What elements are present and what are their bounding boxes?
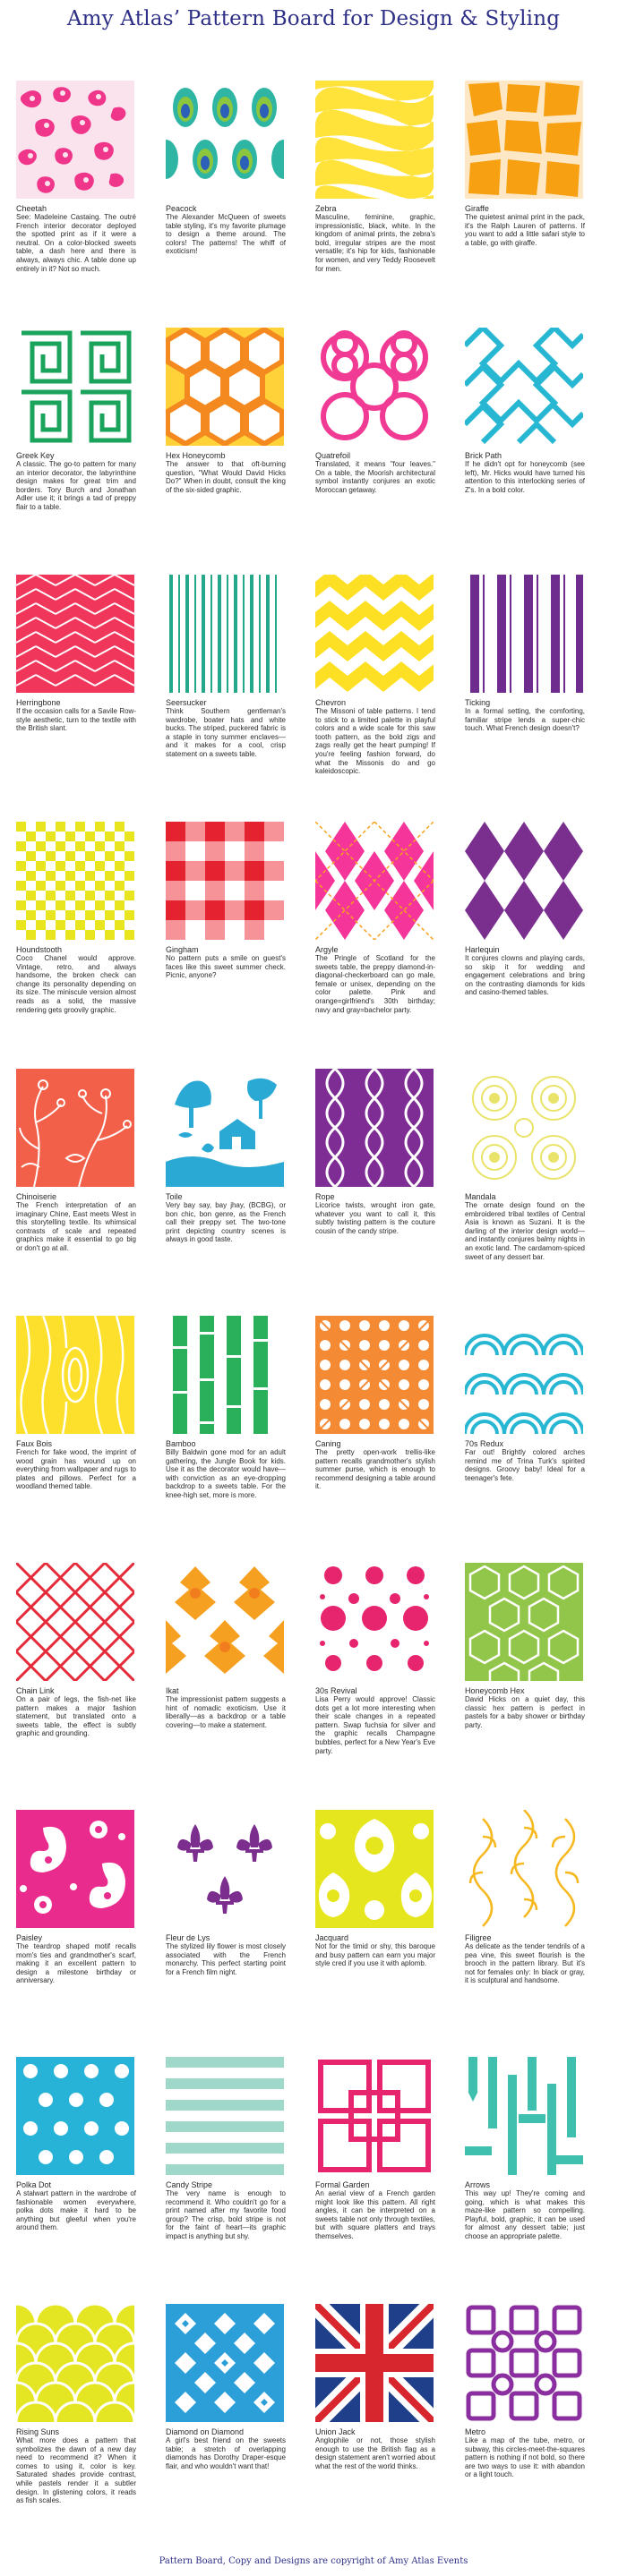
mandala-swatch [465, 1069, 583, 1187]
pattern-card-jacquard [315, 1810, 450, 1968]
pattern-card-peacock [166, 81, 300, 256]
pattern-name: Caning [315, 1439, 341, 1448]
pattern-card-harlequin [465, 822, 599, 997]
pattern-name: Herringbone [16, 698, 61, 707]
giraffe-swatch [465, 81, 583, 199]
pattern-description: The pretty open-work trellis-like pattern recalls grandmother's stylish summer purse, which is enough to recommend designing a table around it. [315, 1448, 435, 1491]
pattern-card-70s-redux [465, 1316, 599, 1482]
argyle-swatch [315, 822, 434, 940]
pattern-name: Candy Stripe [166, 2180, 213, 2189]
jacquard-swatch [315, 1810, 434, 1928]
pattern-card-rising-suns [16, 2304, 150, 2505]
pattern-description: Think Southern gentleman's wardrobe, boater hats and white bucks. The striped, puckered fabric is a staple in tony summer enclaves—and it makes for a cool, crisp statement on a sweets table. [166, 707, 286, 758]
diamond-on-diamond-swatch [166, 2304, 284, 2422]
pattern-card-formal-garden [315, 2057, 450, 2241]
pattern-card-ticking [465, 575, 599, 733]
pattern-card-30s-revival [315, 1563, 450, 1755]
pattern-name: Greek Key [16, 451, 55, 460]
pattern-description: See: Madeleine Castaing. The outré French interior decorator deployed the spotted print as if it were a neutral. On a color-blocked sweets table, a dash here and there is always, always chic. A table done up entirely in it? Not so much. [16, 213, 136, 273]
pattern-name: Hex Honeycomb [166, 451, 226, 460]
pattern-name: Chinoiserie [16, 1192, 57, 1201]
pattern-description: If he didn't opt for honeycomb (see left), Mr. Hicks would have turned his attention to this interlocking series of Z's. In a bold color. [465, 460, 585, 494]
filigree-swatch [465, 1810, 583, 1928]
ikat-swatch [166, 1563, 284, 1681]
pattern-description: The very name is enough to recommend it. Who couldn't go for a print named after my favorite food group? The crisp, bold stripe is not for the faint of heart—its graphic impact is anything but shy. [166, 2189, 286, 2240]
pattern-name: Union Jack [315, 2427, 356, 2436]
pattern-description: The impressionist pattern suggests a hint of nomadic exoticism. Use it liberally—as a backdrop or a table covering—to make a statement. [166, 1695, 286, 1729]
pattern-name: Toile [166, 1192, 183, 1201]
chevron-swatch [315, 575, 434, 693]
pattern-card-houndstooth [16, 822, 150, 1014]
rope-swatch [315, 1069, 434, 1187]
pattern-description: The ornate design found on the embroidered tribal textiles of Central Asia is known as Suzani. It is the darling of the interior design world—and instantly conjures balmy nights in an exotic land. The cardamom-spiced sweet of any dessert bar. [465, 1201, 585, 1261]
herringbone-swatch [16, 575, 134, 693]
pattern-card-zebra [315, 81, 450, 273]
chain-link-swatch [16, 1563, 134, 1681]
metro-swatch [465, 2304, 583, 2422]
pattern-description: Very bay say, bay jhay, (BCBG), or bon chic, bon genre, as the French call their preppy set. The two-tone print depicting country scenes is always in good taste. [166, 1201, 286, 1244]
pattern-description: French for fake wood, the imprint of wood grain has wound up on everything from wallpaper and rugs to plates and pillows. Perfect for a woodland themed table. [16, 1448, 136, 1491]
pattern-name: 70s Redux [465, 1439, 504, 1448]
paisley-swatch [16, 1810, 134, 1928]
pattern-card-diamond-on-diamond [166, 2304, 300, 2470]
pattern-name: Peacock [166, 204, 197, 213]
pattern-name: Quatrefoil [315, 451, 351, 460]
pattern-name: Diamond on Diamond [166, 2427, 245, 2436]
pattern-name: Brick Path [465, 451, 502, 460]
pattern-card-rope [315, 1069, 450, 1235]
pattern-card-chinoiserie [16, 1069, 150, 1253]
pattern-description: If the occasion calls for a Savile Row-style aesthetic, turn to the textile with the British slant. [16, 707, 136, 733]
pattern-description: Like a map of the tube, metro, or subway, this circles-meet-the-squares pattern is nothing if not bold, so there are two ways to use it: with abandon or a light touch. [465, 2436, 585, 2479]
pattern-name: Zebra [315, 204, 337, 213]
pattern-card-honeycomb-hex [465, 1563, 599, 1729]
70s-redux-swatch [465, 1316, 583, 1434]
peacock-swatch [166, 81, 284, 199]
gingham-swatch [166, 822, 284, 940]
pattern-description: As delicate as the tender tendrils of a pea vine, this sweet flourish is the brooch in the pattern library. But it's not for females only: In black or gray, it is sculptural and handsome. [465, 1942, 585, 1985]
pattern-name: Ikat [166, 1686, 179, 1695]
pattern-description: Not for the timid or shy, this baroque and busy pattern can earn you major style cred if you use it with aplomb. [315, 1942, 435, 1968]
pattern-name: Filigree [465, 1933, 492, 1942]
pattern-name: Ticking [465, 698, 491, 707]
pattern-name: Arrows [465, 2180, 491, 2189]
pattern-name: Chain Link [16, 1686, 55, 1695]
pattern-description: The Alexander McQueen of sweets table styling, it's my favorite plumage to design a theme around. The colors! The patterns! The whiff of exoticism! [166, 213, 286, 256]
pattern-card-herringbone [16, 575, 150, 733]
pattern-name: Gingham [166, 945, 199, 954]
pattern-name: Rope [315, 1192, 335, 1201]
30s-revival-swatch [315, 1563, 434, 1681]
pattern-name: Fleur de Lys [166, 1933, 210, 1942]
hex-honeycomb-swatch [166, 328, 284, 446]
pattern-description: A classic. The go-to pattern for many an interior decorator, the labyrinthine design makes for great trim and borders. Tory Burch and Jonathan Adler use it; it brings a tad of preppy flair to a table. [16, 460, 136, 511]
pattern-card-filigree [465, 1810, 599, 1985]
pattern-name: Mandala [465, 1192, 496, 1201]
ticking-swatch [465, 575, 583, 693]
pattern-card-paisley [16, 1810, 150, 1985]
pattern-description: The Missoni of table patterns. I tend to stick to a limited palette in playful colors and a wide scale for this saw tooth pattern, as the bold zigs and zags really get the heart pumping! If you're feeling fashion forward, do what the Missonis do and go kaleidoscopic. [315, 707, 435, 776]
pattern-card-faux-bois [16, 1316, 150, 1491]
formal-garden-swatch [315, 2057, 434, 2175]
pattern-card-polka-dot [16, 2057, 150, 2232]
copyright-footer: Pattern Board, Copy and Designs are copyright of Amy Atlas Events [159, 2556, 468, 2566]
pattern-description: The quietest animal print in the pack, it's the Ralph Lauren of patterns. If you want to add a little safari style to a table, go with giraffe. [465, 213, 585, 247]
pattern-card-candy-stripe [166, 2057, 300, 2241]
pattern-description: In a formal setting, the comforting, familiar stripe lends a super-chic touch. What French design doesn't? [465, 707, 585, 733]
candy-stripe-swatch [166, 2057, 284, 2175]
harlequin-swatch [465, 822, 583, 940]
zebra-swatch [315, 81, 434, 199]
pattern-description: What more does a pattern that symbolizes the dawn of a new day need to recommend it? When it comes to using it, color is key. Saturated shades provide contrast, while pastels render it a subtler design. In glistening colors, it reads as fish scales. [16, 2436, 136, 2505]
pattern-description: An aerial view of a French garden might look like this pattern. All right angles, it can be interpreted on a sweets table not only through textiles, but with square platters and trays themselves. [315, 2189, 435, 2240]
pattern-description: Masculine, feminine, graphic, impressionistic, black, white. In the kingdom of animal prints, the zebra's bold, irregular stripes are the most versatile; it's hip for kids, fashionable for women, and very Teddy Roosevelt for men. [315, 213, 435, 273]
caning-swatch [315, 1316, 434, 1434]
faux-bois-swatch [16, 1316, 134, 1434]
toile-swatch [166, 1069, 284, 1187]
pattern-card-quatrefoil [315, 328, 450, 494]
pattern-name: Jacquard [315, 1933, 349, 1942]
chinoiserie-swatch [16, 1069, 134, 1187]
polka-dot-swatch [16, 2057, 134, 2175]
pattern-name: Rising Suns [16, 2427, 60, 2436]
pattern-name: Paisley [16, 1933, 43, 1942]
pattern-name: Seersucker [166, 698, 207, 707]
pattern-card-cheetah [16, 81, 150, 273]
pattern-card-greek-key [16, 328, 150, 512]
pattern-description: Billy Baldwin gone mod for an adult gathering, the Jungle Book for kids. Use it as the decorator would have—with conviction as an eye-dropping backdrop to a sweets table. For the knee-high set, more is more. [166, 1448, 286, 1499]
pattern-description: A stalwart pattern in the wardrobe of fashionable women everywhere, polka dots make it hard to be anything but gleeful when you're around them. [16, 2189, 136, 2232]
pattern-description: Lisa Perry would approve! Classic dots get a lot more interesting when their scale changes in a repeated pattern. Swap fuchsia for silver and the graphic recalls Champagne bubbles, perfect for a New Year's Eve party. [315, 1695, 435, 1755]
pattern-card-giraffe [465, 81, 599, 247]
pattern-name: Chevron [315, 698, 347, 707]
pattern-card-ikat [166, 1563, 300, 1729]
houndstooth-swatch [16, 822, 134, 940]
bamboo-swatch [166, 1316, 284, 1434]
pattern-card-chevron [315, 575, 450, 776]
pattern-description: Anglophile or not, those stylish enough to use the British flag as a design statement aren't worried about what the rest of the world thinks. [315, 2436, 435, 2470]
pattern-description: The Pringle of Scotland for the sweets table, the preppy diamond-in-diagonal-checkerboard can go male, female or unisex, depending on the color palette. Pink and orange=girlfriend's 30th birthday; navy and gray=bachelor party. [315, 954, 435, 1014]
quatrefoil-swatch [315, 328, 434, 446]
pattern-description: The French interpretation of an imaginary Chine, East meets West in this storytelling textile. Its whimsical contrasts of scale and repeated graphics make it essential to go big or don't go at all. [16, 1201, 136, 1252]
pattern-description: This way up! They're coming and going, which is what makes this maze-like pattern so compelling. Playful, bold, graphic, it can be used for almost any dessert table; just choose an appropriate palette. [465, 2189, 585, 2240]
pattern-description: It conjures clowns and playing cards, so skip it for wedding and engagement celebrations and bring on the contrasting diamonds for kids and casino-themed tables. [465, 954, 585, 997]
pattern-name: Argyle [315, 945, 339, 954]
arrows-swatch [465, 2057, 583, 2175]
pattern-card-bamboo [166, 1316, 300, 1500]
pattern-name: Faux Bois [16, 1439, 53, 1448]
pattern-card-metro [465, 2304, 599, 2479]
brick-path-swatch [465, 328, 583, 446]
pattern-name: Metro [465, 2427, 486, 2436]
pattern-description: A girl's best friend on the sweets table; a stretch of overlapping diamonds has Dorothy Draper-esque flair, and who wouldn't want that! [166, 2436, 286, 2470]
pattern-card-gingham [166, 822, 300, 980]
pattern-card-brick-path [465, 328, 599, 494]
pattern-name: Harlequin [465, 945, 500, 954]
pattern-description: No pattern puts a smile on guest's faces like this sweet summer check. Picnic, anyone? [166, 954, 286, 980]
pattern-card-toile [166, 1069, 300, 1244]
pattern-description: The answer to that oft-burning question, "What Would David Hicks Do?" When in doubt, consult the king of the six-sided graphic. [166, 460, 286, 494]
fleur-de-lys-swatch [166, 1810, 284, 1928]
pattern-description: The teardrop shaped motif recalls mom's ties and grandmother's scarf, making it an excellent pattern to design a milestone birthday or anniversary. [16, 1942, 136, 1985]
pattern-description: Licorice twists, wrought iron gate, whatever you want to call it, this subtly twisting pattern is the couture cousin of the candy stripe. [315, 1201, 435, 1235]
pattern-card-arrows [465, 2057, 599, 2241]
pattern-card-union-jack [315, 2304, 450, 2470]
pattern-card-mandala [465, 1069, 599, 1261]
pattern-description: Translated, it means "four leaves." On a table, the Moorish architectural symbol instantly conjures an exotic Moroccan getaway. [315, 460, 435, 494]
pattern-name: Polka Dot [16, 2180, 52, 2189]
seersucker-swatch [166, 575, 284, 693]
pattern-name: Houndstooth [16, 945, 63, 954]
union-jack-swatch [315, 2304, 434, 2422]
pattern-name: Bamboo [166, 1439, 196, 1448]
pattern-card-argyle [315, 822, 450, 1014]
pattern-card-hex-honeycomb [166, 328, 300, 494]
pattern-name: Honeycomb Hex [465, 1686, 525, 1695]
pattern-name: Formal Garden [315, 2180, 370, 2189]
pattern-description: David Hicks on a quiet day, this classic hex pattern is perfect in pastels for a baby shower or birthday party. [465, 1695, 585, 1729]
pattern-description: The stylized lily flower is most closely associated with the French monarchy. This perfect starting point for a French film night. [166, 1942, 286, 1976]
pattern-card-fleur-de-lys [166, 1810, 300, 1976]
pattern-name: 30s Revival [315, 1686, 357, 1695]
honeycomb-hex-swatch [465, 1563, 583, 1681]
pattern-card-seersucker [166, 575, 300, 759]
page-title: Amy Atlas’ Pattern Board for Design & Styling [66, 7, 561, 30]
pattern-card-caning [315, 1316, 450, 1491]
pattern-description: Coco Chanel would approve. Vintage, retro, and always handsome, the broken check can change its personality depending on its size. The miniscule version almost reads as a solid, the massive rendering gets groovily graphic. [16, 954, 136, 1014]
cheetah-swatch [16, 81, 134, 199]
pattern-description: On a pair of legs, the fish-net like pattern makes a major fashion statement, but translated onto a sweets table, the effect is subtly graphic and grounding. [16, 1695, 136, 1738]
pattern-name: Cheetah [16, 204, 47, 213]
pattern-card-chain-link [16, 1563, 150, 1738]
pattern-name: Giraffe [465, 204, 489, 213]
pattern-description: Far out! Brightly colored arches remind me of Trina Turk's spirited designs. Groovy baby! Ideal for a teenager's fete. [465, 1448, 585, 1482]
rising-suns-swatch [16, 2304, 134, 2422]
greek-key-swatch [16, 328, 134, 446]
